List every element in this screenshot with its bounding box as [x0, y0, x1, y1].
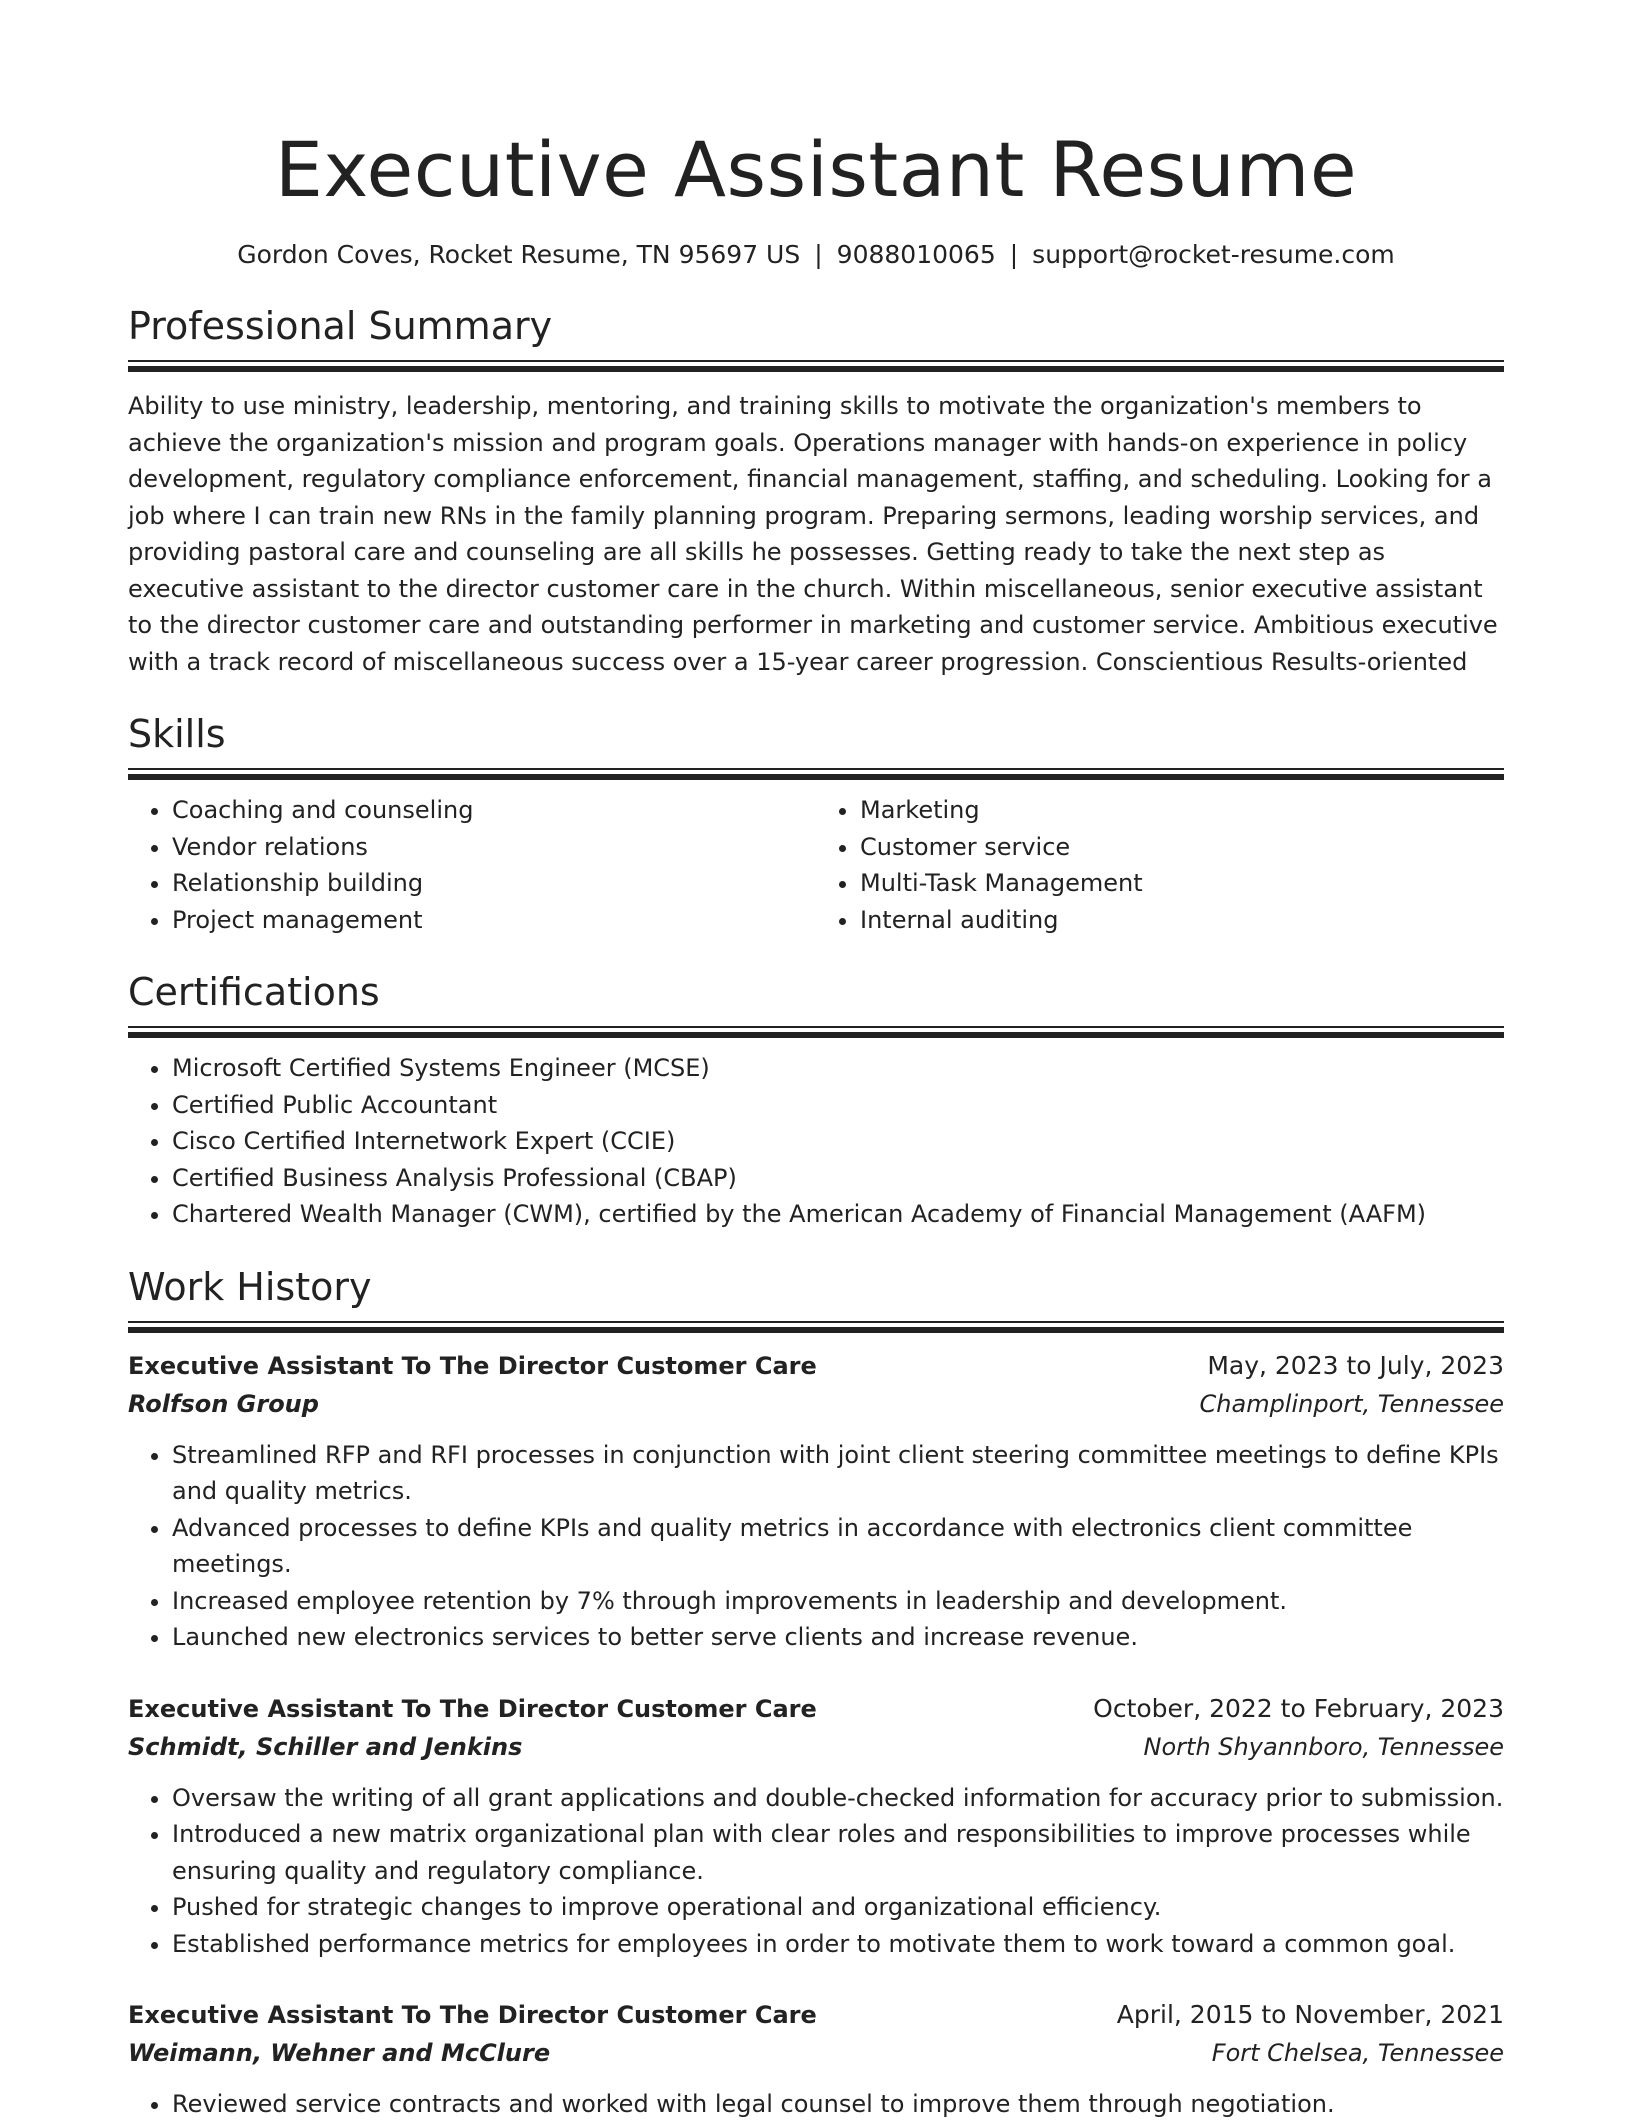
job-bullet: • Streamlined RFP and RFI processes in conjunction with joint client steering committee meetings to define KPIs and quality metrics.	[172, 1437, 1504, 1510]
job-company: Rolfson Group	[128, 1389, 319, 1418]
job-header-row	[128, 1347, 1504, 1385]
skill-item: • Customer service	[860, 829, 1504, 866]
job-dates: April, 2015 to November, 2021	[1116, 2000, 1504, 2029]
contact-separator: |	[814, 240, 823, 269]
job-header-row	[128, 1690, 1504, 1728]
job-dates: May, 2023 to July, 2023	[1207, 1350, 1504, 1380]
job-company: Weimann, Wehner and McClure	[128, 2039, 551, 2067]
skills-section	[128, 708, 1504, 938]
job-header-row	[128, 1996, 1504, 2034]
certification-item: • Certified Public Accountant	[172, 1087, 1504, 1124]
skill-item: • Internal auditing	[860, 902, 1504, 939]
section-rule	[128, 768, 1504, 780]
job-title: Executive Assistant To The Director Customer Care	[128, 2001, 817, 2029]
job-bullet: • Launched new electronics services to better serve clients and increase revenue.	[172, 1619, 1504, 1656]
skill-item: • Project management	[172, 902, 816, 939]
job-location: Fort Chelsea, Tennessee	[1211, 2039, 1504, 2067]
skills-list-right	[816, 792, 1504, 938]
resume-title: Executive Assistant Resume	[274, 125, 1358, 214]
job-company: Schmidt, Schiller and Jenkins	[128, 1732, 523, 1761]
job-bullets	[128, 1437, 1504, 1656]
skill-item: • Vendor relations	[172, 829, 816, 866]
job-entry	[128, 1690, 1504, 1963]
job-bullet: • Reviewed service contracts and worked with legal counsel to improve them through negotiation.	[172, 2086, 1504, 2123]
contact-email: support@rocket-resume.com	[1032, 240, 1395, 269]
skills-list-left	[128, 792, 816, 938]
job-company-row	[128, 1728, 1504, 1766]
job-bullet: • Pushed for strategic changes to improve operational and organizational efficiency.	[172, 1889, 1504, 1926]
certification-item: • Chartered Wealth Manager (CWM), certified by the American Academy of Financial Management (AAFM)	[172, 1196, 1504, 1233]
skill-item: • Marketing	[860, 792, 1504, 829]
job-location: North Shyannboro, Tennessee	[1143, 1732, 1504, 1761]
contact-line	[128, 238, 1504, 272]
job-bullet: • Introduced a new matrix organizational plan with clear roles and responsibilities to improve processes while ensuring quality and regulatory compliance.	[172, 1816, 1504, 1889]
job-entry	[128, 1996, 1504, 2123]
job-bullet: • Oversaw the writing of all grant applications and double-checked information for accuracy prior to submission.	[172, 1780, 1504, 1817]
job-dates: October, 2022 to February, 2023	[1093, 1693, 1504, 1723]
skills-grid	[128, 792, 1504, 938]
certification-item: • Certified Business Analysis Professional (CBAP)	[172, 1160, 1504, 1197]
section-title-certifications: Certifications	[128, 970, 380, 1014]
contact-separator: |	[1009, 240, 1019, 269]
job-bullets	[128, 2086, 1504, 2123]
summary-section	[128, 300, 1504, 680]
section-rule	[128, 360, 1504, 372]
skill-item: • Relationship building	[172, 865, 816, 902]
resume-page	[128, 120, 1504, 2123]
summary-text: Ability to use ministry, leadership, mentoring, and training skills to motivate the organization's members to achieve the organization's mission and program goals. Operations manager with hands-on experience in policy development, regulatory compliance enforcement, financial management, staffing, and scheduling. Looking for a job where I can train new RNs in the family planning program. Preparing sermons, leading worship services, and providing pastoral care and counseling are all skills he possesses. Getting ready to take the next step as executive assistant to the director customer care in the church. Within miscellaneous, senior executive assistant to the director customer care and outstanding performer in marketing and customer service. Ambitious executive with a track record of miscellaneous success over a 15-year career progression. Conscientious Results-oriented	[128, 392, 1498, 676]
section-rule	[128, 1026, 1504, 1038]
job-title: Executive Assistant To The Director Customer Care	[128, 1351, 817, 1380]
certification-item: • Cisco Certified Internetwork Expert (CCIE)	[172, 1123, 1504, 1160]
section-title-skills: Skills	[128, 712, 226, 756]
skill-item: • Multi-Task Management	[860, 865, 1504, 902]
section-title-work-history: Work History	[128, 1264, 372, 1309]
certifications-list	[128, 1050, 1504, 1233]
job-bullets	[128, 1780, 1504, 1963]
certification-item: • Microsoft Certified Systems Engineer (MCSE)	[172, 1050, 1504, 1087]
work-history-section	[128, 1261, 1504, 2123]
job-bullet: • Established performance metrics for employees in order to motivate them to work toward a common goal.	[172, 1926, 1504, 1963]
contact-address: Gordon Coves, Rocket Resume, TN 95697 US	[237, 240, 801, 269]
certifications-section	[128, 966, 1504, 1233]
job-company-row	[128, 2034, 1504, 2072]
job-entry	[128, 1347, 1504, 1656]
section-rule	[128, 1321, 1504, 1333]
contact-phone: 9088010065	[836, 240, 996, 269]
section-title-summary: Professional Summary	[128, 304, 553, 348]
job-bullet: • Increased employee retention by 7% through improvements in leadership and development.	[172, 1583, 1504, 1620]
job-title: Executive Assistant To The Director Customer Care	[128, 1694, 817, 1723]
job-bullet: • Advanced processes to define KPIs and quality metrics in accordance with electronics client committee meetings.	[172, 1510, 1504, 1583]
job-company-row	[128, 1385, 1504, 1423]
skill-item: • Coaching and counseling	[172, 792, 816, 829]
job-location: Champlinport, Tennessee	[1199, 1389, 1504, 1418]
